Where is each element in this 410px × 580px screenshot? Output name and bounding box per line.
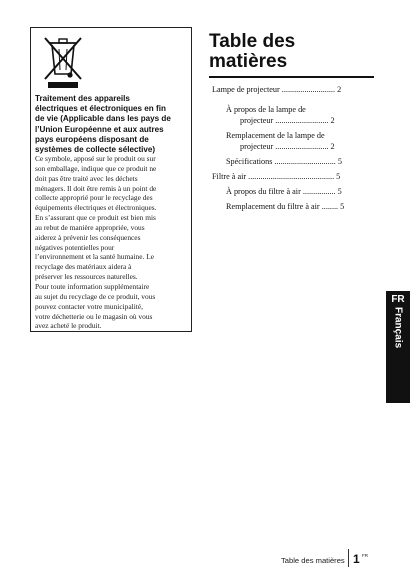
toc-entry-page: 2 — [330, 142, 335, 151]
toc-entry-label: projecteur — [240, 116, 274, 125]
toc-entry[interactable] — [212, 172, 340, 182]
toc-entry-label: Remplacement de la lampe de — [226, 131, 325, 140]
toc-entry-page: 5 — [337, 187, 342, 196]
toc-entry[interactable] — [226, 105, 306, 115]
toc-entry-label: projecteur — [240, 142, 274, 151]
toc-entry-label: À propos du filtre à air — [226, 187, 301, 196]
weee-notice-box — [30, 27, 192, 332]
toc-entry-leader: .......................... — [281, 85, 336, 94]
toc-entry[interactable] — [226, 202, 344, 212]
page-number-superscript: FR — [362, 553, 368, 558]
footer-separator — [348, 549, 349, 567]
language-label: Français — [392, 307, 404, 349]
toc-entry-label: Lampe de projecteur — [212, 85, 280, 94]
toc-entry-label: Filtre à air — [212, 172, 247, 181]
toc-entry[interactable] — [226, 131, 325, 141]
toc-entry-page: 5 — [336, 172, 341, 181]
toc-entry-leader: .......................... — [275, 142, 329, 151]
toc-entry-page: 5 — [340, 202, 345, 211]
page-number: 1 — [353, 552, 360, 566]
toc-entry[interactable] — [226, 157, 342, 167]
toc-entry[interactable] — [226, 187, 342, 197]
toc-entry-leader: .......................................... — [248, 172, 335, 181]
toc-entry[interactable] — [240, 142, 335, 152]
toc-entry-leader: .............................. — [274, 157, 336, 166]
toc-entry-label: Spécifications — [226, 157, 273, 166]
language-tab — [386, 291, 410, 403]
toc-entry-leader: ................ — [302, 187, 336, 196]
toc-entry-label: À propos de la lampe de — [226, 105, 306, 114]
weee-title: Traitement des appareils électriques et électroniques en fin de vie (Applicable dans les pays de l’Union Européenne et aux autres pays européens disposant de systèmes de collecte sélective) — [35, 94, 171, 155]
toc-entry[interactable] — [240, 116, 335, 126]
toc-heading: Table des matières — [209, 31, 296, 72]
footer-section-title: Table des matières — [281, 556, 345, 565]
weee-body-text: Ce symbole, apposé sur le produit ou sur son emballage, indique que ce produit ne doit pas être traité avec les déchets ménagers. Il doit être remis à un point de collecte approprié pour le recyclage des équipements électriques et électroniques. En s’assurant que ce produit est bien mis au rebut de manière appropriée, vous aiderez à prévenir les conséquences négatives potentielles pour l’environnement et la santé humaine. Le recyclage des matériaux aidera à préserver les ressources naturelles. Pour toute information supplémentaire au sujet du recyclage de ce produit, vous pouvez contacter votre municipalité, votre déchetterie ou le magasin où vous avez acheté le produit. — [35, 154, 157, 331]
language-code: FR — [391, 294, 405, 305]
toc-entry-page: 2 — [330, 116, 335, 125]
toc-entry-label: Remplacement du filtre à air — [226, 202, 320, 211]
crossed-out-wheeled-bin-icon — [42, 34, 84, 90]
toc-entry-leader: ........ — [321, 202, 339, 211]
toc-heading-rule — [209, 76, 374, 78]
toc-entry[interactable] — [212, 85, 341, 95]
toc-entry-page: 5 — [337, 157, 342, 166]
toc-entry-page: 2 — [337, 85, 342, 94]
toc-entry-leader: .......................... — [275, 116, 329, 125]
